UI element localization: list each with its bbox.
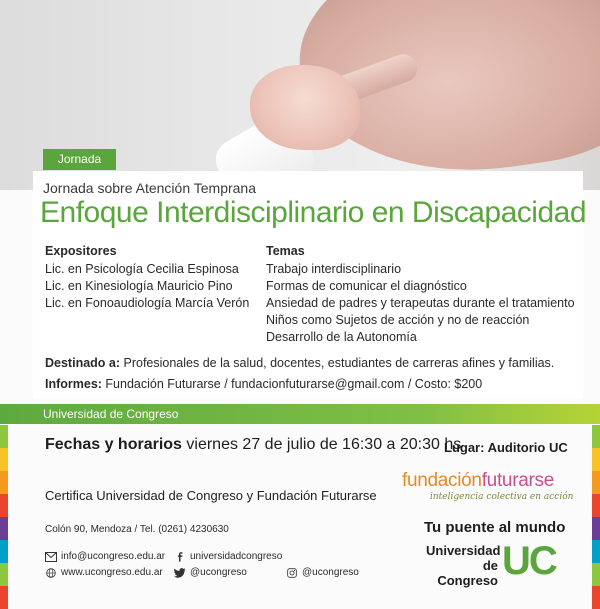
tema-item: Formas de comunicar el diagnóstico [266, 279, 467, 293]
color-stripe [0, 586, 8, 609]
email-icon [45, 552, 57, 562]
destinado-label: Destinado a: [45, 356, 121, 370]
temas-list [266, 261, 575, 346]
twitter-contact[interactable] [174, 567, 247, 578]
facebook-contact[interactable] [174, 551, 282, 562]
informes-text: Fundación Futurarse / fundacionfuturarse@gmail.com / Costo: $200 [101, 377, 483, 391]
color-stripe [592, 540, 600, 563]
color-stripe [592, 494, 600, 517]
logo-ff-part2: futurarse [481, 470, 554, 491]
temas-heading: Temas [266, 244, 305, 258]
facebook-text: universidadcongreso [190, 551, 283, 562]
uc-logo [426, 539, 556, 588]
left-color-stripes [0, 425, 8, 609]
tema-item: Ansiedad de padres y terapeutas durante el tratamiento [266, 296, 575, 310]
color-stripe [592, 517, 600, 540]
globe-icon [45, 568, 57, 578]
color-stripe [0, 425, 8, 448]
fechas-text: viernes 27 de julio de 16:30 a 20:30 hs [181, 436, 462, 453]
lugar-text: Lugar: Auditorio UC [444, 440, 568, 455]
email-text: info@ucongreso.edu.ar [61, 551, 166, 562]
twitter-icon [174, 568, 186, 578]
email-contact[interactable] [45, 551, 165, 562]
color-stripe [0, 448, 8, 471]
tema-item: Trabajo interdisciplinario [266, 262, 402, 276]
facebook-icon [174, 552, 186, 562]
uc-logo-line2: de Congreso [437, 558, 498, 588]
color-stripe [0, 494, 8, 517]
expositores-list [45, 261, 249, 312]
event-subtitle: Jornada sobre Atención Temprana [43, 180, 256, 196]
certifica-text: Certifica Universidad de Congreso y Fundación Futurarse [45, 488, 377, 503]
expositor-item: Lic. en Fonoaudiología Marcía Verón [45, 296, 250, 310]
color-stripe [592, 448, 600, 471]
fechas-label: Fechas y horarios [45, 436, 182, 453]
fundacion-futurarse-logo [402, 470, 554, 492]
color-stripe [0, 563, 8, 586]
tema-item: Niños como Sujetos de acción y no de reacción [266, 313, 530, 327]
color-stripe [592, 563, 600, 586]
fechas-line [45, 436, 461, 454]
address-text: Colón 90, Mendoza / Tel. (0261) 4230630 [45, 524, 229, 535]
puente-slogan: Tu puente al mundo [424, 519, 566, 536]
expositores-heading: Expositores [45, 244, 117, 258]
expositor-item: Lic. en Psicología Cecilia Espinosa [45, 262, 239, 276]
web-contact[interactable] [45, 567, 163, 578]
color-stripe [0, 517, 8, 540]
jornada-tag: Jornada [43, 149, 116, 170]
instagram-icon [286, 568, 298, 578]
twitter-text: @ucongreso [190, 567, 247, 578]
instagram-contact[interactable] [286, 567, 359, 578]
destinado-line [45, 356, 554, 370]
uc-logo-mark: UC [502, 539, 556, 583]
color-stripe [592, 425, 600, 448]
tema-item: Desarrollo de la Autonomía [266, 330, 417, 344]
right-color-stripes [592, 425, 600, 609]
informes-line [45, 377, 482, 391]
color-stripe [0, 540, 8, 563]
university-band-label: Universidad de Congreso [43, 407, 179, 421]
color-stripe [592, 471, 600, 494]
uc-logo-line1: Universidad [426, 543, 501, 558]
logo-ff-tagline: inteligencia colectiva en acción [430, 492, 574, 502]
color-stripe [592, 586, 600, 609]
informes-label: Informes: [45, 377, 102, 391]
color-stripe [0, 471, 8, 494]
destinado-text: Profesionales de la salud, docentes, estudiantes de carreras afines y familias. [120, 356, 555, 370]
logo-ff-part1: fundación [402, 470, 482, 491]
instagram-text: @ucongreso [302, 567, 359, 578]
web-text: www.ucongreso.edu.ar [61, 567, 163, 578]
expositor-item: Lic. en Kinesiología Mauricio Pino [45, 279, 233, 293]
baby-hand-shape [250, 65, 360, 150]
event-title: Enfoque Interdisciplinario en Discapacidad [40, 196, 587, 229]
